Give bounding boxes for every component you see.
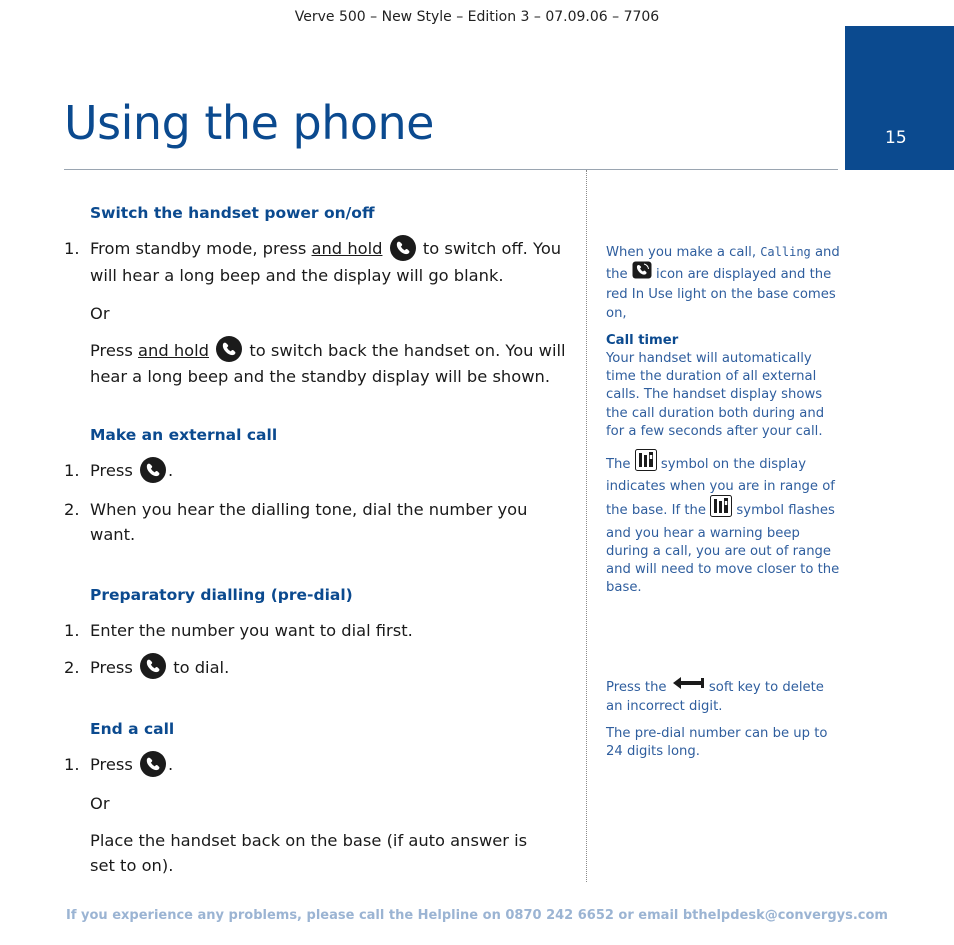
helpline-footer: If you experience any problems, please call the Helpline on 0870 242 6652 or email bthelpdesk@convergys.com bbox=[66, 908, 888, 923]
note-text-part: soft key to delete an incorrect digit. bbox=[606, 680, 824, 714]
step-text: Enter the number you want to dial first. bbox=[90, 620, 413, 640]
step-text-part: Press bbox=[90, 461, 139, 480]
predial-step-1 bbox=[64, 618, 574, 643]
note-text-part: The bbox=[606, 457, 635, 473]
delete-arrow-icon bbox=[671, 676, 705, 696]
document-header: Verve 500 – New Style – Edition 3 – 07.09.06 – 7706 bbox=[294, 9, 660, 25]
handset-talk-key-icon bbox=[140, 457, 166, 483]
step-number: 1. bbox=[64, 755, 80, 774]
calling-display-word: Calling bbox=[760, 245, 811, 259]
power-step-1 bbox=[64, 236, 574, 288]
step-text-part: . bbox=[168, 755, 174, 774]
power-on-paragraph bbox=[64, 338, 574, 390]
external-step-1 bbox=[64, 458, 574, 485]
main-column bbox=[64, 202, 574, 878]
handset-talk-key-icon bbox=[390, 235, 416, 261]
section-title-power: Switch the handset power on/off bbox=[90, 204, 375, 222]
title-divider bbox=[64, 169, 838, 170]
predial-step-2 bbox=[64, 655, 574, 682]
handset-talk-key-icon bbox=[216, 336, 242, 362]
step-text bbox=[90, 752, 574, 779]
step-number: 1. bbox=[64, 461, 80, 480]
sidebar-notes bbox=[606, 243, 840, 761]
handset-in-use-icon bbox=[632, 261, 652, 285]
para-text-part: Press bbox=[90, 340, 139, 360]
signal-range-icon bbox=[710, 495, 732, 523]
page-tab bbox=[845, 26, 954, 170]
note-text-part: When you make a call, bbox=[606, 245, 761, 260]
step-text bbox=[90, 655, 574, 682]
step-text bbox=[90, 458, 574, 485]
step-number: 1. bbox=[64, 620, 80, 640]
signal-range-icon bbox=[635, 449, 657, 477]
section-title-end: End a call bbox=[90, 720, 175, 738]
predial-note: The pre-dial number can be up to 24 digits long. bbox=[606, 725, 828, 760]
step-text: When you hear the dialling tone, dial the number you want. bbox=[90, 499, 528, 544]
or-text: Or bbox=[90, 303, 110, 323]
note-text-part: and the bbox=[606, 245, 840, 283]
step-number: 2. bbox=[64, 499, 80, 519]
call-timer-text: Your handset will automatically time the duration of all external calls. The handset display shows the call duration both during and for a few seconds after your call. bbox=[606, 351, 825, 439]
calling-note bbox=[606, 243, 840, 323]
step-text-part: Press bbox=[90, 657, 139, 677]
and-hold-text: and hold bbox=[138, 340, 209, 360]
range-note bbox=[606, 450, 840, 597]
step-text-part: From standby mode, press bbox=[90, 239, 312, 258]
section-title-external: Make an external call bbox=[90, 426, 278, 444]
note-text-part: Press the bbox=[606, 680, 671, 696]
end-step-1 bbox=[64, 752, 574, 779]
note-text-part: symbol on the display indicates when you are in range of the base. If the bbox=[606, 457, 835, 519]
step-text-part: Press bbox=[90, 755, 139, 774]
page-number: 15 bbox=[885, 128, 907, 148]
handset-talk-key-icon bbox=[140, 751, 166, 777]
step-text bbox=[90, 236, 574, 288]
step-text-part: . bbox=[168, 461, 174, 480]
section-title-predial: Preparatory dialling (pre-dial) bbox=[90, 585, 353, 604]
page-title: Using the phone bbox=[64, 96, 434, 150]
para-text-part: to switch back the handset on. You will hear a long beep and the standby display will be shown. bbox=[90, 340, 566, 386]
or-text: Or bbox=[90, 793, 110, 813]
step-number: 2. bbox=[64, 657, 80, 677]
delete-note bbox=[606, 677, 840, 716]
call-timer-title: Call timer bbox=[606, 332, 679, 348]
step-text-part: to dial. bbox=[168, 657, 230, 677]
end-call-paragraph: Place the handset back on the base (if auto answer is set to on). bbox=[90, 830, 528, 875]
step-text-part: to switch off. You will hear a long beep and the display will go blank. bbox=[90, 239, 562, 285]
and-hold-text: and hold bbox=[311, 239, 383, 258]
note-text-part: symbol flashes and you hear a warning beep during a call, you are out of range and will need to move closer to the base. bbox=[606, 503, 840, 596]
note-text-part: icon are displayed and the red In Use light on the base comes on, bbox=[606, 267, 836, 321]
step-number: 1. bbox=[64, 239, 80, 258]
handset-talk-key-icon bbox=[140, 653, 166, 679]
external-step-2 bbox=[64, 497, 574, 547]
column-divider bbox=[586, 170, 587, 882]
